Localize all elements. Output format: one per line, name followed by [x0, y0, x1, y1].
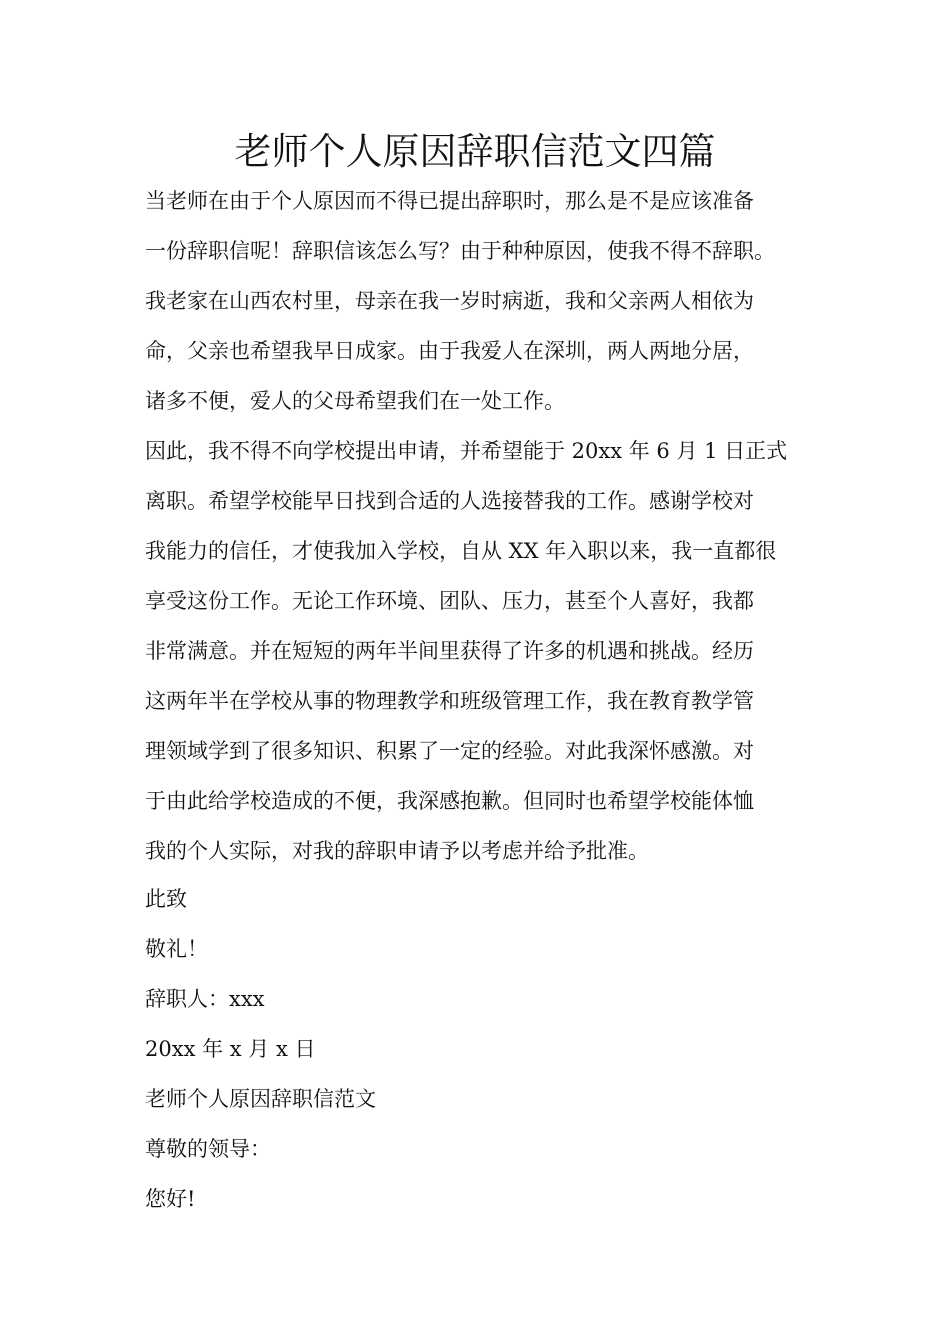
body-line: 一份辞职信呢！辞职信该怎么写？由于种种原因，使我不得不辞职。: [145, 239, 775, 263]
body-line: 我老家在山西农村里，母亲在我一岁时病逝，我和父亲两人相依为: [145, 289, 754, 313]
body-line: 因此，我不得不向学校提出申请，并希望能于 20xx 年 6 月 1 日正式: [145, 439, 788, 463]
body-line: 离职。希望学校能早日找到合适的人选接替我的工作。感谢学校对: [145, 489, 754, 513]
body-line: 当老师在由于个人原因而不得已提出辞职时，那么是不是应该准备: [145, 189, 754, 213]
body-line: 我能力的信任，才使我加入学校，自从 XX 年入职以来，我一直都很: [145, 539, 777, 563]
body-line: 理领域学到了很多知识、积累了一定的经验。对此我深怀感激。对: [145, 739, 754, 763]
body-line: 于由此给学校造成的不便，我深感抱歉。但同时也希望学校能体恤: [145, 789, 754, 813]
greeting-line: 尊敬的领导：: [145, 1137, 271, 1161]
closing-line: 此致: [145, 887, 187, 911]
body-line: 我的个人实际，对我的辞职申请予以考虑并给予批准。: [145, 839, 649, 863]
section-heading: 老师个人原因辞职信范文: [145, 1087, 376, 1111]
greeting-line: 您好!: [145, 1187, 196, 1211]
body-line: 享受这份工作。无论工作环境、团队、压力，甚至个人喜好，我都: [145, 589, 754, 613]
body-line: 这两年半在学校从事的物理教学和班级管理工作，我在教育教学管: [145, 689, 754, 713]
body-line: 诸多不便，爱人的父母希望我们在一处工作。: [145, 389, 565, 413]
signature-line: 辞职人：xxx: [145, 987, 265, 1011]
body-line: 命，父亲也希望我早日成家。由于我爱人在深圳，两人两地分居，: [145, 339, 754, 363]
body-line: 非常满意。并在短短的两年半间里获得了许多的机遇和挑战。经历: [145, 639, 754, 663]
date-line: 20xx 年 x 月 x 日: [145, 1037, 316, 1061]
salutation-line: 敬礼！: [145, 937, 208, 961]
document-title: 老师个人原因辞职信范文四篇: [234, 130, 716, 173]
